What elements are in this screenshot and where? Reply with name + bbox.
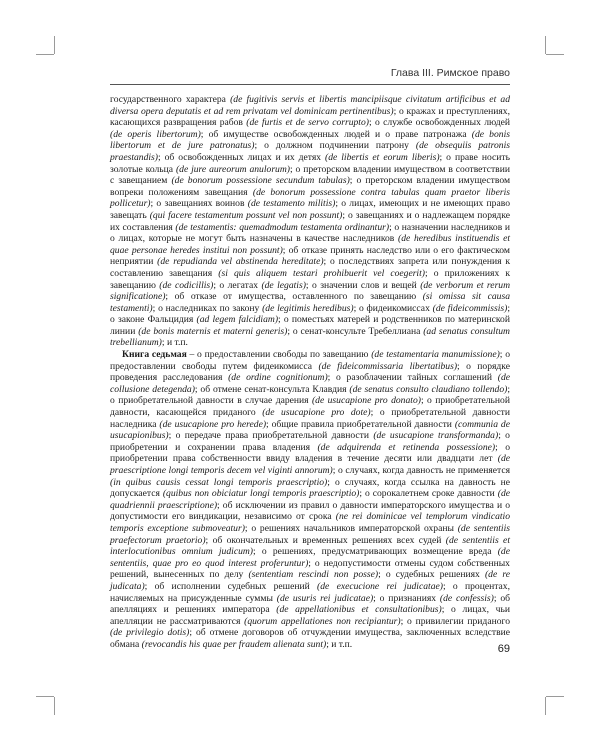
latin-title: (de heredibus instituendis et quae personae heredes institui non possunt) bbox=[110, 233, 511, 256]
latin-title: (de adquirenda et retinenda possessione) bbox=[317, 441, 496, 453]
latin-title: (de fideicommissaria libertatibus) bbox=[318, 360, 458, 372]
text-segment: ; о приложениях к завещанию bbox=[110, 267, 510, 291]
latin-title: (de sententiis, quae pro eo quod interest proferuntur) bbox=[110, 546, 510, 569]
text-segment: ; о легатах bbox=[213, 279, 262, 291]
text-segment: ; об освобожденных лицах и их детях bbox=[157, 151, 326, 163]
text-segment: ; о лицах, имеющих и не имеющих право завещать bbox=[110, 198, 510, 221]
latin-title: (de bonorum possessione secundum tabulas) bbox=[171, 175, 350, 187]
page-body bbox=[110, 94, 510, 651]
crop-mark bbox=[546, 54, 564, 55]
text-segment: ; о решениях начальников императорской охраны bbox=[244, 522, 458, 534]
latin-title: (de confessis) bbox=[439, 592, 494, 604]
latin-title: (communia de usucapionibus) bbox=[110, 418, 510, 442]
latin-title: (de testamentaria manumissione) bbox=[371, 349, 500, 361]
crop-mark bbox=[54, 697, 55, 715]
crop-mark bbox=[545, 697, 546, 715]
text-segment: ; о поместьях матерей и родственников по материнской линии bbox=[110, 314, 510, 337]
text-segment: ; о передаче права приобретательной давности bbox=[168, 430, 374, 442]
text-segment: ; о приобретении и сохранении права владения bbox=[110, 430, 510, 453]
text-segment: ; об исполнении судебных решений bbox=[144, 580, 318, 592]
text-segment: ; о преторском владении имуществом в соответствии с завещанием bbox=[110, 163, 510, 187]
text-segment: – о предоставлении свободы по завещанию bbox=[186, 349, 372, 361]
text-segment: ; о порядке проведения расследования bbox=[110, 360, 510, 384]
text-segment: ; о законе Фальцидия bbox=[110, 302, 510, 326]
latin-title: (de sententiis et interlocutionibus omnium judicum) bbox=[110, 534, 510, 558]
text-segment: ; об окончательных и временных решениях всех судей bbox=[205, 534, 446, 546]
text-segment: ; о приобретательной давности наследника bbox=[110, 407, 511, 430]
text-segment: государственного характера bbox=[110, 94, 231, 105]
latin-title: (sententiam rescindi non posse) bbox=[248, 569, 379, 581]
latin-title: (de obsequiis patronis praestandis) bbox=[110, 140, 510, 163]
text-segment: ; и т.п. bbox=[326, 638, 353, 650]
text-segment: ; об отмене договоров об отчуждении имущества, заключенных вследствие обмана bbox=[110, 627, 511, 650]
text-segment: ; о праве носить золотые кольца bbox=[110, 151, 510, 175]
latin-title: (de ordine cognitionum) bbox=[228, 372, 328, 384]
text-segment: ; о кражах и преступлениях, касающихся развращения рабов bbox=[110, 105, 511, 129]
text-segment: ; о завещаниях воинов bbox=[150, 198, 248, 210]
latin-title: (de privilegio dotis) bbox=[110, 627, 190, 639]
text-segment: ; о назначении наследников и о лицах, которые не могут быть назначены в качестве наследников bbox=[110, 221, 510, 245]
text-segment: ; о последствиях запрета или понуждения к составлению завещания bbox=[110, 256, 510, 279]
latin-title: (de senatus consulto claudiano tollendo) bbox=[349, 383, 508, 395]
text-segment: ; о судебных решениях bbox=[378, 569, 485, 581]
text-segment: ; о решениях, предусматривающих возмещение вреда bbox=[253, 546, 498, 558]
text-segment: ; о должном подчинении патрону bbox=[254, 140, 416, 152]
text-segment: ; о завещаниях и о надлежащем порядке их составления bbox=[110, 209, 510, 233]
latin-title: (si quis aliquem testari prohibuerit vel coegerit) bbox=[218, 267, 425, 279]
latin-title: (quibus non obiciatur longi temporis praescriptio) bbox=[162, 488, 360, 500]
latin-title: (de legatis) bbox=[261, 279, 306, 291]
latin-title: (de fideicommissis) bbox=[432, 302, 508, 314]
text-segment: ; о разоблачении тайных соглашений bbox=[327, 372, 498, 384]
latin-title: (de repudianda vel abstinenda hereditate) bbox=[157, 256, 324, 268]
crop-mark bbox=[36, 696, 54, 697]
text-segment: ; о значении слов и вещей bbox=[305, 279, 421, 291]
text-segment: ; о наследниках по закону bbox=[152, 302, 263, 314]
latin-title: (de bonis libertorum et de jure patronatus) bbox=[110, 128, 510, 152]
crop-mark bbox=[36, 54, 54, 55]
text-segment: ; о фидеикомиссах bbox=[353, 302, 433, 314]
running-header: Глава III. Римское право bbox=[390, 67, 510, 79]
latin-title: (de usucapione pro donato) bbox=[311, 395, 421, 407]
text-segment: ; о приобретении права собственности ввиду владения в течение десяти или двадцати лет bbox=[110, 441, 510, 465]
latin-title: (de testamentis: quemadmodum testamenta ordinantur) bbox=[175, 221, 390, 233]
latin-title: (de verborum et rerum significatione) bbox=[110, 279, 511, 303]
text-segment: ; о сенат-консульте Требеллиана bbox=[287, 325, 424, 337]
text-segment: ; о преторском владении имуществом вопреки положениям завещания bbox=[110, 175, 511, 198]
text-segment: ; о случаях, когда ссылка на давность не допускается bbox=[110, 476, 510, 500]
latin-title: (in quibus causis cessat longi temporis praescriptio) bbox=[110, 476, 328, 488]
latin-title: (de collusione detegenda) bbox=[110, 372, 510, 395]
latin-title: (si omissa sit causa testamenti) bbox=[110, 291, 510, 314]
text-segment: ; и т.п. bbox=[161, 337, 188, 349]
text-segment: ; об имуществе освобожденных людей и о праве патронажа bbox=[200, 128, 472, 140]
latin-title: (de jure aureorum anulorum) bbox=[175, 163, 290, 175]
latin-title: (de bonis maternis et materni generis) bbox=[138, 325, 288, 337]
latin-title: (ne rei dominicae vel templorum vindicatio temporis exceptione submoveatur) bbox=[110, 511, 511, 534]
latin-title: (de fugitivis servis et libertis mancipiisque civitatum artificibus et ad diversa opera deputatis et ad rem privatam vel dominicam pertinentibus) bbox=[110, 94, 510, 117]
text-segment: ; о случаях, когда давность не применяется bbox=[332, 465, 510, 476]
latin-title: (revocandis his quae per fraudem alienata sunt) bbox=[141, 638, 327, 650]
header-rule bbox=[110, 84, 510, 85]
latin-title: (de sententiis praefectorum praetorio) bbox=[110, 522, 510, 546]
latin-title: (de praescriptione longi temporis decem vel viginti annorum) bbox=[110, 453, 510, 476]
latin-title: (de usucapione pro dote) bbox=[262, 407, 371, 419]
text-segment: ; о признаниях bbox=[373, 592, 440, 604]
latin-title: (de testamento militis) bbox=[247, 198, 336, 210]
text-segment: ; об отмене сенат-консульта Клавдия bbox=[194, 383, 350, 395]
latin-title: (qui facere testamentum possunt vel non possunt) bbox=[149, 209, 343, 221]
text-segment: ; общие правила приобретательной давности bbox=[266, 418, 455, 430]
text-segment: ; о лицах, чьи апелляции не рассматриваются bbox=[110, 604, 510, 627]
crop-mark bbox=[545, 36, 546, 54]
latin-title: (de furtis et de servo corrupto) bbox=[246, 117, 369, 129]
page-number: 69 bbox=[497, 643, 510, 655]
latin-title: (de usucapione transformanda) bbox=[373, 430, 499, 442]
text-segment: ; о процентах, начисляемых на присужденные суммы bbox=[110, 580, 511, 604]
text-segment: ; об исключении из правил о давности императорского имущества и о допустимости его виндикации, независимо от срока bbox=[110, 499, 510, 523]
text-segment: ; об отказе принять наследство или о его фактическом неприятии bbox=[110, 244, 510, 268]
crop-mark bbox=[54, 36, 55, 54]
latin-title: (de usuris rei judicatae) bbox=[276, 592, 374, 604]
crop-mark bbox=[546, 696, 564, 697]
latin-title: (de legitimis heredibus) bbox=[262, 302, 354, 314]
latin-title: (de quadriennii praescriptione) bbox=[110, 488, 510, 511]
latin-title: (quorum appellationes non recipiantur) bbox=[244, 615, 401, 627]
latin-title: (de operis libertorum) bbox=[110, 128, 201, 140]
paragraph-book-seven bbox=[110, 349, 510, 650]
latin-title: (de usucapione pro herede) bbox=[159, 418, 267, 430]
latin-title: (ad legem falcidiam) bbox=[196, 314, 279, 326]
latin-title: (de bonorum possessione contra tabulas quam praetor liberis pollicetur) bbox=[110, 186, 510, 210]
text-segment: ; о сорокалетнем сроке давности bbox=[359, 488, 498, 500]
latin-title: (de re judicata) bbox=[110, 569, 510, 592]
latin-title: (de appellationibus et consultationibus) bbox=[276, 604, 442, 616]
text-segment: ; о недопустимости отмены судом собственных решений, вынесенных по делу bbox=[110, 557, 510, 581]
text-segment: ; о приобретательной давности, касающейся приданого bbox=[110, 395, 510, 419]
text-segment: ; о предоставлении свободы путем фидеикомисса bbox=[110, 349, 510, 372]
text-segment: ; о приобретательной давности в случае дарения bbox=[110, 383, 510, 407]
text-segment: ; о привилегии приданого bbox=[400, 615, 510, 627]
paragraph-book-six-continued bbox=[110, 94, 510, 349]
latin-title: (de execucione rei judicatae) bbox=[317, 580, 443, 592]
latin-title: (de codicillis) bbox=[159, 279, 214, 291]
text-segment: ; об апелляциях и решениях императора bbox=[110, 592, 510, 616]
text-segment: ; об отказе от имущества, оставленного по завещанию bbox=[165, 291, 423, 303]
text-segment: ; о службе освобожденных людей bbox=[368, 117, 510, 129]
latin-title: (de libertis et eorum liberis) bbox=[325, 151, 440, 163]
latin-title: (ad senatus consultum trebellianum) bbox=[110, 325, 510, 349]
book-heading: Книга седьмая bbox=[122, 349, 187, 361]
